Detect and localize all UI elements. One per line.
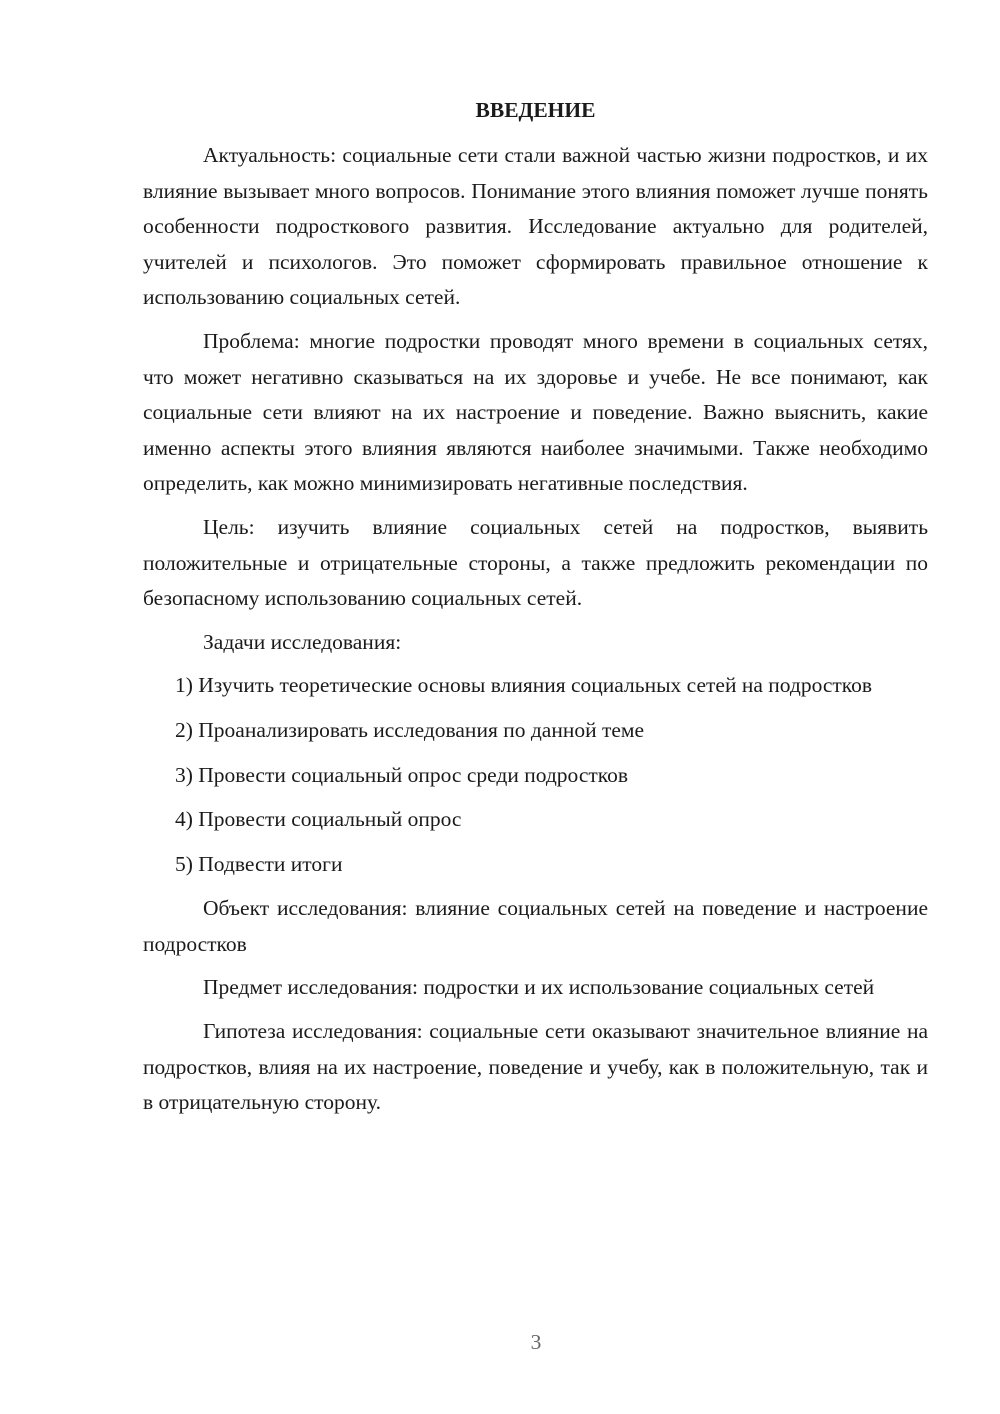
- section-title: ВВЕДЕНИЕ: [475, 98, 596, 122]
- relevance-paragraph: Актуальность: социальные сети стали важной частью жизни подростков, и их влияние вызывает много вопросов. Понимание этого влияния поможет лучше понять особенности подросткового развития. Исследование актуально для родителей, учителей и психологов. Это поможет сформировать правильное отношение к использованию социальных сетей.: [143, 143, 928, 310]
- research-object-paragraph: Объект исследования: влияние социальных сетей на поведение и настроение подростков: [143, 896, 928, 956]
- task-item: 2) Проанализировать исследования по данной теме: [175, 717, 645, 742]
- task-item: 3) Провести социальный опрос среди подростков: [175, 762, 629, 787]
- goal-paragraph: Цель: изучить влияние социальных сетей на подростков, выявить положительные и отрицательные стороны, а также предложить рекомендации по безопасному использованию социальных сетей.: [143, 514, 928, 611]
- task-item: 5) Подвести итоги: [175, 851, 343, 876]
- task-item: 1) Изучить теоретические основы влияния социальных сетей на подростков: [175, 673, 873, 698]
- tasks-heading: Задачи исследования:: [203, 629, 402, 654]
- page-content: [143, 94, 928, 1129]
- hypothesis-paragraph: Гипотеза исследования: социальные сети оказывают значительное влияние на подростков, влияя на их настроение, поведение и учебу, как в положительную, так и в отрицательную сторону.: [143, 1019, 928, 1115]
- page-number: 3: [530, 1330, 542, 1354]
- problem-paragraph: Проблема: многие подростки проводят много времени в социальных сетях, что может негативно сказываться на их здоровье и учебе. Не все понимают, как социальные сети влияют на их настроение и поведение. Важно выяснить, какие именно аспекты этого влияния являются наиболее значимыми. Также необходимо определить, как можно минимизировать негативные последствия.: [143, 328, 928, 496]
- task-item: 4) Провести социальный опрос: [175, 807, 462, 832]
- research-subject-paragraph: Предмет исследования: подростки и их использование социальных сетей: [203, 975, 875, 1000]
